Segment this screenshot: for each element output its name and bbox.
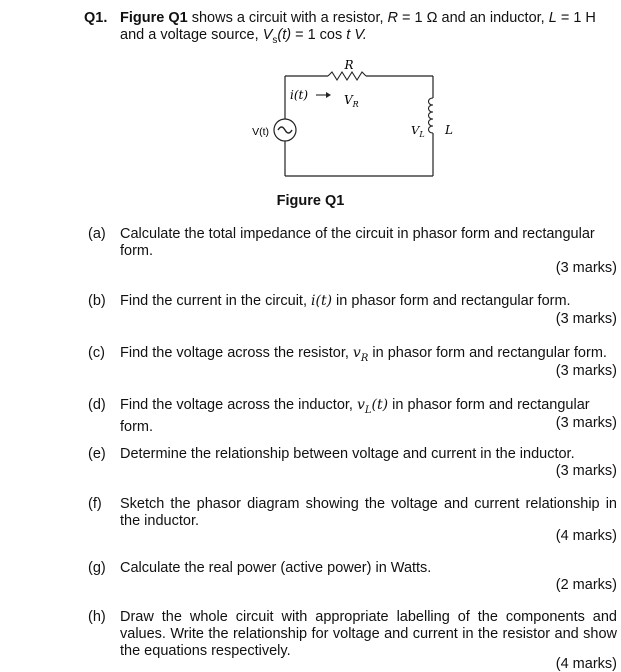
part-g-label: (g) <box>88 560 106 576</box>
part-c-text: Find the voltage across the resistor, $v_R$ in phasor form and rectangular form. <box>120 345 607 364</box>
current-arrowhead-icon <box>326 92 331 98</box>
resistor-zigzag <box>328 72 366 80</box>
source-symbol: V <box>262 27 273 43</box>
part-h-text: Draw the whole circuit with appropriate labelling of the components and values. Write the relationship for voltage and current in the resistor and show the equations respectively. <box>120 609 617 659</box>
time-symbol: t <box>346 27 351 43</box>
part-a-label: (a) <box>88 226 106 242</box>
part-e-marks: (3 marks) <box>555 463 617 479</box>
current-symbol: i(t) <box>311 293 333 309</box>
resistor-voltage-label: $V_R$ <box>344 93 359 109</box>
part-a-text: Calculate the total impedance of the circuit in phasor form and rectangular form. <box>120 226 595 259</box>
part-h-marks: (4 marks) <box>555 656 617 672</box>
inductor-symbol: L <box>548 10 557 26</box>
part-f-marks: (4 marks) <box>555 528 617 544</box>
part-e-label: (e) <box>88 446 106 462</box>
part-d-label: (d) <box>88 397 106 413</box>
part-g-marks: (2 marks) <box>555 577 617 593</box>
part-b-marks: (3 marks) <box>555 311 617 327</box>
question-number: Q1. <box>84 10 108 26</box>
inductor-voltage-label: $V_L$ <box>411 123 425 139</box>
part-b-text: Find the current in the circuit, i(t) in phasor form and rectangular form. <box>120 293 571 309</box>
part-f-label: (f) <box>88 496 102 512</box>
question-text <box>120 10 618 49</box>
voltage-unit: V. <box>350 27 367 43</box>
current-label: i(t) <box>290 88 309 102</box>
source-equation: = 1 cos <box>291 27 347 43</box>
part-c-label: (c) <box>88 345 105 361</box>
source-label: V(t) <box>252 126 269 138</box>
part-e-text: Determine the relationship between voltage and current in the inductor. <box>120 446 575 462</box>
part-g-text: Calculate the real power (active power) in Watts. <box>120 560 432 576</box>
inductor-coil <box>429 98 434 133</box>
part-d-text: Find the voltage across the inductor, $v_L(t)$ in phasor form and rectangular form. <box>120 397 590 435</box>
resistor-symbol: R <box>387 10 399 26</box>
source-argument: (t) <box>277 27 292 43</box>
figure-caption: Figure Q1 <box>276 193 345 209</box>
inductor-voltage-symbol: v <box>356 397 365 413</box>
inductor-label: L <box>445 123 453 137</box>
part-c-marks: (3 marks) <box>555 363 617 379</box>
part-b-label: (b) <box>88 293 106 309</box>
resistor-voltage-symbol: v <box>352 345 361 361</box>
figure-reference: Figure Q1 <box>120 10 188 26</box>
resistor-label: R <box>344 58 354 72</box>
source-subscript: s <box>272 34 278 46</box>
part-f-text: Sketch the phasor diagram showing the voltage and current relationship in the inductor. <box>120 496 617 529</box>
inductor-value: = 1 H and a voltage source, <box>120 10 596 43</box>
circuit-diagram <box>240 58 460 183</box>
part-a-marks: (3 marks) <box>555 260 617 276</box>
part-h-label: (h) <box>88 609 106 625</box>
resistor-value: = 1 Ω and an inductor, <box>398 10 549 26</box>
question-text-part-1: shows a circuit with a resistor, <box>187 10 388 26</box>
part-d-marks: (3 marks) <box>555 415 617 431</box>
